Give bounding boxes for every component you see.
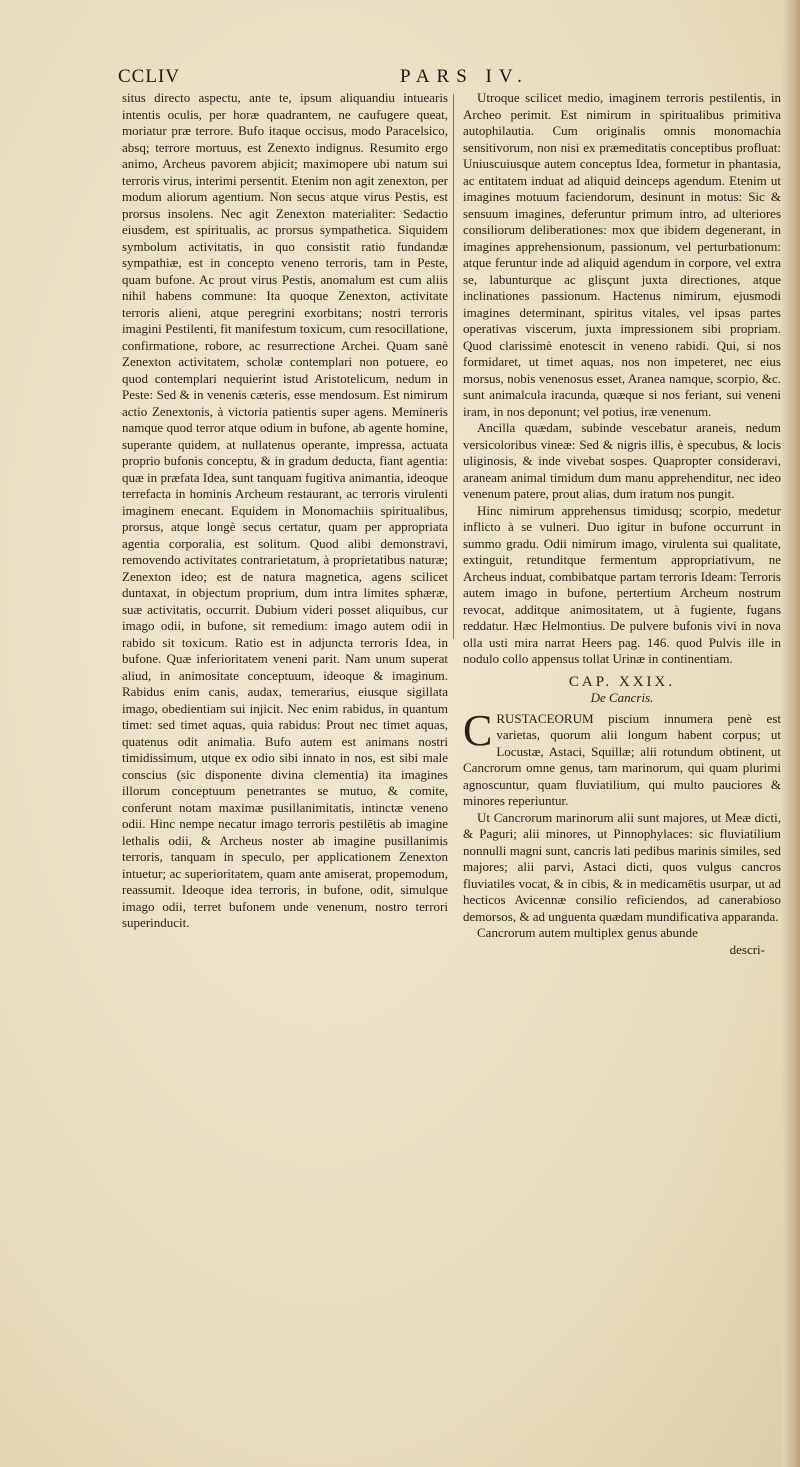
drop-capital: C: [463, 705, 493, 755]
column-divider: [453, 94, 454, 639]
page-edge-shadow: [782, 0, 800, 1467]
catchword: descri-: [729, 941, 765, 957]
page-number: CCLIV: [118, 66, 180, 87]
running-head: PARS IV.: [400, 66, 529, 87]
paragraph: Hinc nimirum apprehensus timidusq; scorpio, medetur inflicto à se vulneri. Duo igitur in bufone occurrunt in summo gradu. Odii nimirum imago, virulenta sui qualitate, extinguit, retunditque fermentum appropriativum, ne Archeus induat, combibatque partam terroris Ideam: Terroris autem imago in bufone, pertertium Archeum nostrum revocat, additque animositatem, ut à fugiente, fugans reddatur. Hæc Helmontius. De pulvere bufonis vivi in nova olla usti mira narrat Heers pag. 146. quod Pulvis ille in nodulo collo appensus tollat Urinæ in continentiam.: [463, 502, 781, 666]
paragraph: situs directo aspectu, ante te, ipsum aliquandiu intuearis intentis oculis, per horæ quadrantem, ne caufugere queat, moriatur præ terrore. Bufo itaque occisus, modo Paracelsico, absq; terrore mortuus, est Zenexto indignus. Resumito ergo animo, Archeus pavorem abjicit; maximopere ubi natum sui terroris virus, interimi persentit. Etenim non agit zenexton, per modum aliorum agentium. Non secus atque virus Pestis, est prorsus insolens. Nec agit Zenexton materialiter: Sedactio eiusdem, est spiritualis, ac prorsus sympathetica. Siquidem symbolum activitatis, in quo consistit ratio fundandæ sympathiæ, est in concepto veneno terroris, tam in Peste, quam bufone. Ac prout virus Pestis, anomalum est cum aliis nihil habens commune: Ita quoque Zenexton, activitate terroris alieni, atque peregrini exorbitans; nostri terroris imagini Pestilenti, fit manifestum toxicum, cum resocillatione, confirmatione, robore, ac resurrectione Archei. Quam sanè Zenexton activitatem, scholæ contemplari non potuere, eo quod contemplari nequierint istud Aristotelicum, nedum in Peste: Sed & in venenis cæteris, esse mendosum. Est nimirum actio Zenextonis, à victoria patientis super agens. Memineris namque quod terror atque odium in bufone, ab agente homine, superante quidem, at nullatenus operante, impressa, actuata proprio bufonis conceptu, & in gradum deducta, fiant agentia: quæ in præfata Idea, sunt tanquam fugitiva animantia, ideoque terrefacta in hominis Archeum restaurant, ac terroris virulenti imaginem enecant. Equidem in Monomachiis spiritualibus, prorsus, atque longè secus certatur, quam per appropriata agentia corporalia, est solitum. Quod alibi demonstravi, removendo activitates contrarietatum, à proprietatibus naturæ; Zenexton ideo; est de natura magnetica, agens scilicet duntaxat, in objectum proprium, dum intra limites sphæræ, suæ activitatis, occurrit. Dubium videri posset aliquibus, cur imago odii, in bufone, sit remedium: imago autem odii in rabido sit toxicum. Ratio est in adjuncta terroris Idea, in bufone. Quæ inferioritatem veneni parit. Nam unum superat aliud, in animositate conceptuum, ideoque & imaginum. Rabidus enim canis, audax, temerarius, eiusque sigillata imago, obedientiam sui injicit. Nec enim rabidus, in quantum timet: sed timet aquas, quia rabidus: Prout nec timet aquas, quatenus odit animalia. Bufo autem est animans nostri timidissimum, utque ex odio sibi innato in nos, est sibi male conscius (sic disponente divina clementia) ita imagines illorum conceptuum penetrantes se mutuo, & comite, conferunt notam maximæ pusillanimitatis, intinctæ veneno odii. Hinc nempe necatur imago terroris pestilētis ab imagine lethalis odii, & Archeus noster ab imagine pusillanimis terroris, tanquam in speculo, per applicationem Zenexton intuetur; ac superioritatem, quam ante amiserat, propemodum, reassumit. Ideoque idea terroris, in bufone, odit, simulque imago odii, terret bufonem unde venenum, nostro terrori superinducit.: [122, 90, 448, 930]
chapter-title: CAP. XXIX.: [568, 673, 676, 690]
page-header: [118, 66, 778, 92]
paragraph-text: RUSTACEORUM piscium innumera penè est varietas, quorum alii longum habent corpus; ut Locustæ, Astaci, Squillæ; alii rotundum obtinent, ut Cancrorum omne genus, tam marinorum, qui quam plurimi agnoscuntur, quam fluviatilium, qui multo pauciores & minores reperiuntur.: [463, 710, 781, 808]
paragraph: Utroque scilicet medio, imaginem terroris pestilentis, in Archeo perimit. Est nimirum in spiritualibus primitiva autophilautia. Cum originalis omnis monomachia sensitivorum, non nisi ex præmeditatis conceptibus profluat: Uniuscuiusque autem conceptus Idea, formetur in phantasia, ac entitatem induat ad aliquid deinceps agendum. Etenim ut imagines motuum faciendorum, desinunt in motus: Sic & sensuum imagines, deferuntur primum intro, ad ulteriores consiliorum deliberationes: mox que ibidem degenerant, in imagines apprehensionum, passionum, vel perturbationum: atque feruntur inde ad aliquid agendum in corpore, vel extra se, labunturque ac glisçunt juxta directiones, atque inclinationes passionum. Hactenus nimirum, ejusmodi imagines determinant, spiritus vitales, vel ipsas partes operativas viscerum, juxta impressionem sibi propriam. Quod clarissimè enotescit in veneno rabidi. Qui, si nos formidaret, ut timet aquas, nos non impeteret, nec eius morsus, nobis venenosus esset, Aranea namque, scorpio, &c. sunt animalcula iracunda, quæque si nos feriant, sui veneni iram, in nos deponunt; vel potius, iræ venenum.: [463, 90, 781, 419]
right-column: [463, 90, 781, 958]
chapter-first-paragraph: [463, 705, 781, 810]
paragraph: Ancilla quædam, subinde vescebatur araneis, nedum versicoloribus vineæ: Sed & nigris illis, è specubus, & locis uliginosis, & inde vivebat sospes. Quapropter consideravi, araneam animal timidum dum manu apprehenditur, nec ideo venenum patere, prout alias, dum iratum nos pungit.: [463, 420, 781, 501]
paragraph: Cancrorum autem multiplex genus abunde: [477, 925, 698, 940]
paragraph: Ut Cancrorum marinorum alii sunt majores, ut Meæ dicti, & Paguri; alii minores, ut Pinnophylaces: sic fluviatilium nonnulli magni sunt, cancris lati pedibus marinis similes, sed majores; alii parvi, Astaci dicti, quos vulgus cancros fluviatiles vocat, & in cibis, & in medicamētis usurpar, ut ad hecticos Avicennæ consilio reficiendos, ad canerabioso demorsos, & ad unguenta quædam mundificativa apparanda.: [463, 809, 781, 924]
left-column: [122, 90, 448, 932]
chapter-subtitle: De Cancris.: [590, 690, 654, 705]
